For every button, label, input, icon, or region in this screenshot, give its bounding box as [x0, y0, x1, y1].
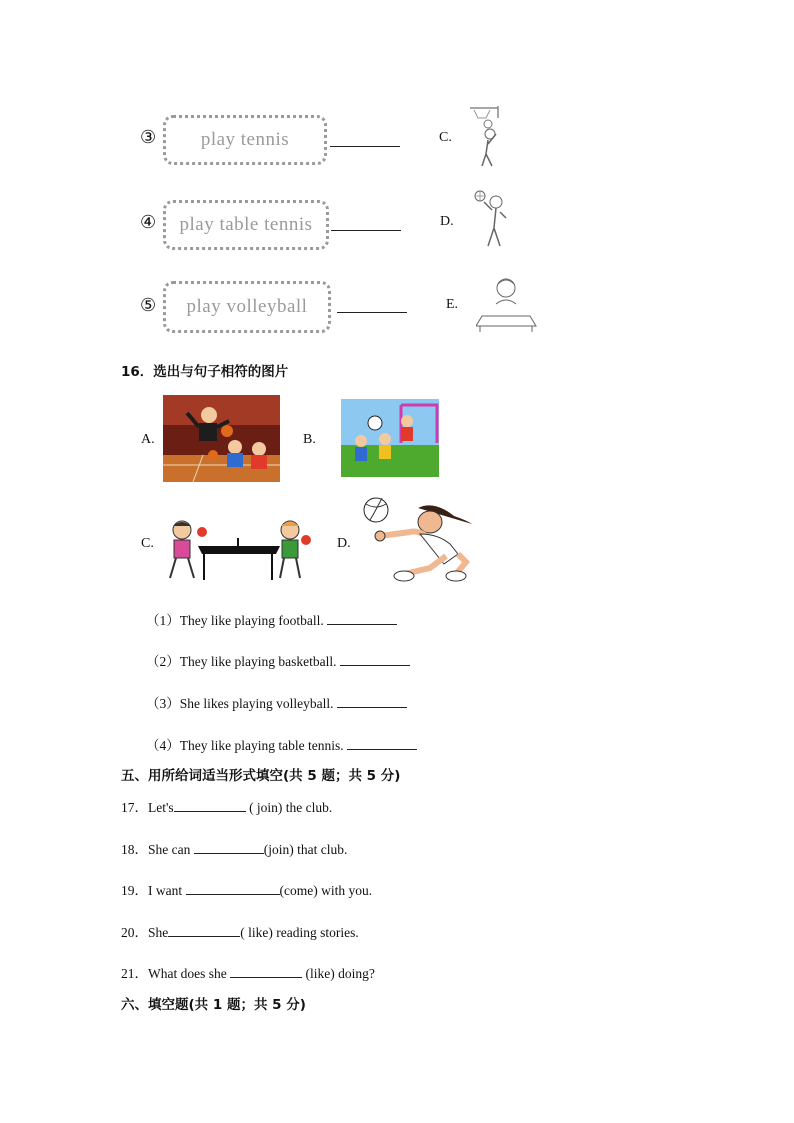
item-number: 19． — [121, 883, 148, 898]
phrase-box — [163, 200, 329, 250]
answer-blank[interactable] — [186, 880, 280, 895]
sentence-item — [146, 734, 417, 754]
fill-item — [121, 838, 347, 858]
option-letter: E. — [446, 297, 459, 312]
phrase-text: play tennis — [200, 129, 290, 150]
football-game-picture — [341, 399, 439, 477]
sentence-item — [146, 692, 407, 712]
sentence-number: （2） — [146, 654, 180, 669]
answer-blank[interactable] — [168, 922, 240, 937]
row-number: ④ — [140, 212, 157, 232]
answer-blank[interactable] — [230, 963, 302, 978]
answer-blank[interactable] — [331, 216, 401, 231]
fill-item — [121, 921, 359, 941]
item-number: 20． — [121, 925, 148, 940]
sentence-number: （4） — [146, 738, 180, 753]
item-after: ( join) the club. — [245, 800, 333, 815]
item-number: 17． — [121, 800, 148, 815]
row-number: ⑤ — [140, 295, 157, 315]
sentence-text: They like playing football. — [179, 613, 324, 628]
item-before: What does she — [148, 966, 231, 981]
option-letter: C. — [439, 130, 452, 145]
item-before: I want — [148, 883, 186, 898]
basketball-player-icon — [466, 104, 506, 170]
fill-item — [121, 796, 332, 816]
sentence-number: （3） — [146, 696, 180, 711]
question-heading: 16．选出与句子相符的图片 — [121, 364, 289, 380]
volleyball-player-picture — [360, 494, 478, 586]
phrase-box — [163, 115, 327, 165]
option-letter: B. — [303, 432, 316, 447]
item-before: She — [148, 925, 169, 940]
sentence-number: （1） — [146, 613, 180, 628]
table-tennis-game-picture — [164, 514, 312, 584]
sentence-item — [146, 650, 410, 670]
answer-blank[interactable] — [340, 651, 410, 666]
option-letter: A. — [141, 432, 155, 447]
item-number: 21． — [121, 966, 148, 981]
answer-blank[interactable] — [337, 693, 407, 708]
sentence-item — [146, 609, 397, 629]
option-letter: D. — [337, 536, 351, 551]
basketball-game-picture — [163, 395, 280, 482]
phrase-text: play volleyball — [186, 296, 308, 317]
item-after: (join) that club. — [263, 842, 348, 857]
table-tennis-player-icon — [476, 274, 538, 334]
answer-blank[interactable] — [194, 839, 264, 854]
item-before: Let's — [148, 800, 174, 815]
item-before: She can — [148, 842, 194, 857]
item-after: (come) with you. — [279, 883, 373, 898]
item-after: (like) doing? — [302, 966, 375, 981]
answer-blank[interactable] — [337, 298, 407, 313]
phrase-box — [163, 281, 331, 333]
item-after: ( like) reading stories. — [240, 925, 359, 940]
volleyball-girl-icon — [470, 188, 514, 252]
section-heading: 六、填空题(共 1 题；共 5 分) — [121, 997, 306, 1013]
item-number: 18． — [121, 842, 148, 857]
fill-item — [121, 962, 375, 982]
row-number: ③ — [140, 127, 157, 147]
phrase-text: play table tennis — [179, 214, 313, 235]
sentence-text: They like playing basketball. — [179, 654, 337, 669]
fill-item — [121, 879, 372, 899]
sentence-text: They like playing table tennis. — [179, 738, 344, 753]
sentence-text: She likes playing volleyball. — [179, 696, 334, 711]
answer-blank[interactable] — [347, 735, 417, 750]
answer-blank[interactable] — [330, 132, 400, 147]
section-heading: 五、用所给词适当形式填空(共 5 题；共 5 分) — [121, 768, 401, 784]
answer-blank[interactable] — [327, 610, 397, 625]
option-letter: D. — [440, 214, 454, 229]
answer-blank[interactable] — [174, 797, 246, 812]
option-letter: C. — [141, 536, 154, 551]
